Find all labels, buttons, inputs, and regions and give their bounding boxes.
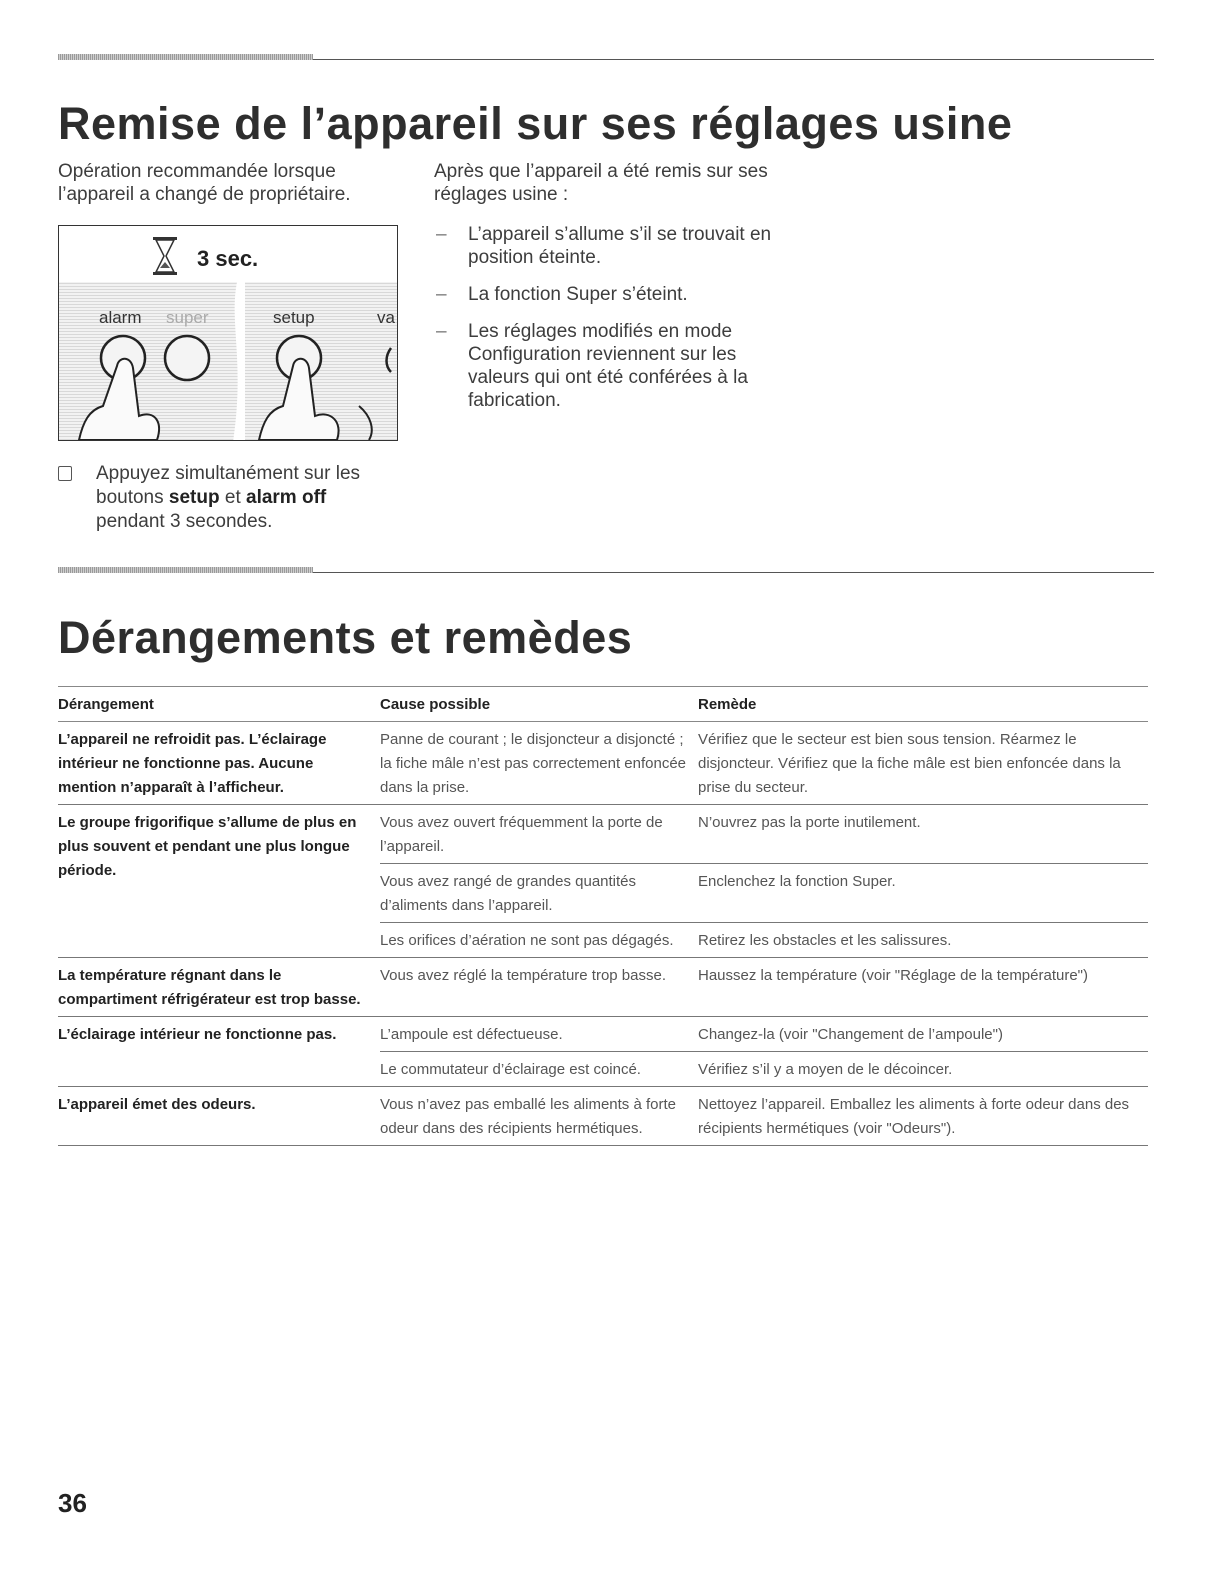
button-label-alarm: alarm [99, 308, 142, 327]
buttons-and-fingers [59, 326, 397, 440]
instruction-part: pendant 3 secondes. [96, 511, 273, 532]
intro-right-text: Après que l’appareil a été remis sur ses réglages usine : [434, 161, 768, 205]
instruction-part: et [219, 487, 246, 508]
remedy-cell: Vérifiez que le secteur est bien sous tension. Réarmez le disjoncteur. Vérifiez que la fiche mâle est bien enfoncée dans la prise du secteur. [698, 722, 1148, 805]
issue-cell: L’appareil émet des odeurs. [58, 1087, 380, 1146]
table-row [58, 958, 1148, 1017]
hourglass-icon [151, 236, 179, 276]
section-title-factory-reset: Remise de l’appareil sur ses réglages usine [58, 98, 1013, 149]
instruction-part: Appuyez simultanément sur les boutons [96, 463, 361, 508]
result-item-text: Les réglages modifiés en mode Configuration reviennent sur les valeurs qui ont été conférées à la fabrication. [468, 321, 748, 411]
checkbox-icon [58, 466, 72, 481]
alarm-off-keyword: alarm off [246, 487, 327, 508]
remedy-cell: Changez-la (voir "Changement de l’ampoule") [698, 1017, 1148, 1052]
dash-icon: – [436, 284, 447, 305]
section-divider-middle [58, 572, 1154, 573]
result-list [434, 223, 794, 426]
button-press-illustration [58, 225, 398, 441]
button-label-setup: setup [273, 308, 315, 327]
duration-label: 3 sec. [197, 246, 259, 271]
header-issue: Dérangement [58, 687, 380, 722]
issue-cell: L’éclairage intérieur ne fonctionne pas. [58, 1017, 380, 1087]
dash-icon: – [436, 224, 447, 245]
cause-cell: Les orifices d’aération ne sont pas dégagés. [380, 923, 698, 958]
section-title-troubleshooting: Dérangements et remèdes [58, 612, 633, 663]
section-divider-top [58, 59, 1154, 60]
table-row [58, 805, 1148, 864]
page-number: 36 [58, 1488, 87, 1518]
result-item [434, 283, 794, 306]
dash-icon: – [436, 321, 447, 342]
table-header-row [58, 687, 1148, 722]
issue-cell: L’appareil ne refroidit pas. L’éclairage intérieur ne fonctionne pas. Aucune mention n’apparaît à l’afficheur. [58, 722, 380, 805]
remedy-cell: Enclenchez la fonction Super. [698, 864, 1148, 923]
cause-cell: Vous avez réglé la température trop basse. [380, 958, 698, 1017]
cause-cell: Le commutateur d’éclairage est coincé. [380, 1052, 698, 1087]
remedy-cell: Retirez les obstacles et les salissures. [698, 923, 1148, 958]
issue-cell: Le groupe frigorifique s’allume de plus en plus souvent et pendant une plus longue période. [58, 805, 380, 958]
instruction-text [58, 462, 398, 534]
intro-left-text: Opération recommandée lorsque l’appareil a changé de propriétaire. [58, 161, 351, 205]
section-divider-accent [58, 567, 313, 573]
table-row [58, 722, 1148, 805]
button-label-super: super [166, 308, 209, 327]
header-remedy: Remède [698, 687, 1148, 722]
result-item [434, 223, 794, 269]
issue-cell: La température régnant dans le compartiment réfrigérateur est trop basse. [58, 958, 380, 1017]
remedy-cell: Nettoyez l’appareil. Emballez les aliments à forte odeur dans des récipients hermétiques (voir "Odeurs"). [698, 1087, 1148, 1146]
table-row [58, 1017, 1148, 1052]
super-button-icon [165, 336, 209, 380]
section-divider-accent [58, 54, 313, 60]
result-item-text: La fonction Super s’éteint. [468, 284, 688, 305]
setup-keyword: setup [168, 487, 220, 508]
remedy-cell: N’ouvrez pas la porte inutilement. [698, 805, 1148, 864]
result-item-text: L’appareil s’allume s’il se trouvait en position éteinte. [468, 224, 772, 268]
header-cause: Cause possible [380, 687, 698, 722]
table-row [58, 1087, 1148, 1146]
cause-cell: Vous n’avez pas emballé les aliments à forte odeur dans des récipients hermétiques. [380, 1087, 698, 1146]
result-item [434, 320, 794, 412]
cause-cell: L’ampoule est défectueuse. [380, 1017, 698, 1052]
cause-cell: Vous avez rangé de grandes quantités d’aliments dans l’appareil. [380, 864, 698, 923]
cause-cell: Vous avez ouvert fréquemment la porte de l’appareil. [380, 805, 698, 864]
cause-cell: Panne de courant ; le disjoncteur a disjoncté ; la fiche mâle n’est pas correctement enfoncée dans la prise. [380, 722, 698, 805]
instruction-step [58, 462, 398, 534]
remedy-cell: Haussez la température (voir "Réglage de la température") [698, 958, 1148, 1017]
troubleshooting-table [58, 686, 1148, 1146]
button-label-va: va [377, 308, 395, 327]
remedy-cell: Vérifiez s’il y a moyen de le décoincer. [698, 1052, 1148, 1087]
